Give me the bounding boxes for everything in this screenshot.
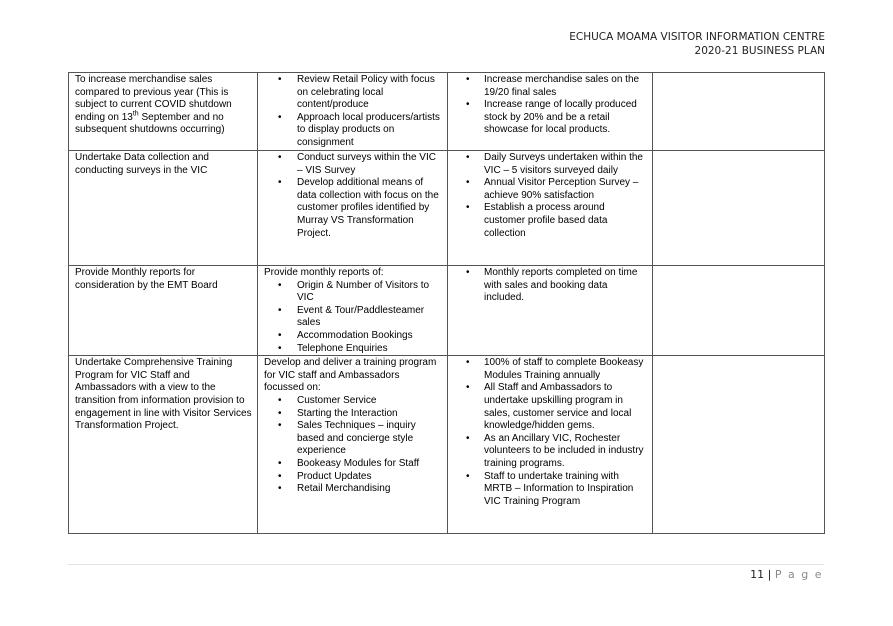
table-row (69, 73, 825, 151)
list-item: • Conduct surveys within the VIC – VIS Survey (297, 152, 442, 177)
list-item: • Review Retail Policy with focus on celebrating local content/produce (297, 74, 442, 112)
table-row (69, 266, 825, 356)
actions-cell (258, 73, 448, 151)
list-item: • Establish a process around customer profile based data collection (484, 202, 647, 240)
measures-list (454, 74, 647, 137)
header-org-name: ECHUCA MOAMA VISITOR INFORMATION CENTRE (569, 31, 825, 43)
objective-text: Undertake Data collection and conducting surveys in the VIC (75, 152, 209, 176)
page-word: P a g e (774, 568, 823, 581)
actions-list (264, 280, 442, 356)
business-plan-table (68, 72, 825, 534)
table-row (69, 356, 825, 534)
list-item: • Telephone Enquiries (297, 343, 442, 356)
measures-list (454, 152, 647, 240)
list-item: • Retail Merchandising (297, 483, 442, 496)
list-item: • Sales Techniques – inquiry based and concierge style experience (297, 420, 442, 458)
actions-list (264, 74, 442, 150)
list-item: • Event & Tour/Paddlesteamer sales (297, 305, 442, 330)
list-item: • Daily Surveys undertaken within the VIC – 5 visitors surveyed daily (484, 152, 647, 177)
actions-intro: Develop and deliver a training program for VIC staff and Ambassadors focussed on: (264, 357, 437, 394)
list-item: • Annual Visitor Perception Survey – achieve 90% satisfaction (484, 177, 647, 202)
measures-list (454, 357, 647, 508)
list-item: • All Staff and Ambassadors to undertake upskilling program in sales, customer service and local knowledge/hidden gems. (484, 382, 647, 432)
list-item: • 100% of staff to complete Bookeasy Modules Training annually (484, 357, 647, 382)
list-item: • Approach local producers/artists to display products on consignment (297, 112, 442, 150)
objective-cell (69, 266, 258, 356)
footer-divider (68, 564, 824, 565)
measures-list (454, 267, 647, 305)
page-footer (750, 568, 823, 581)
list-item: • Origin & Number of Visitors to VIC (297, 280, 442, 305)
objective-text: To increase merchandise sales compared to previous year (This is subject to current COVID shutdown ending on 13 (75, 74, 232, 123)
objective-cell (69, 73, 258, 151)
page-number: 11 (750, 568, 765, 581)
measures-cell (448, 266, 653, 356)
list-item: • Product Updates (297, 471, 442, 484)
objective-text-cont: September and no subsequent shutdowns occurring) (75, 111, 225, 136)
page-header (569, 30, 825, 58)
actions-list (264, 152, 442, 240)
empty-cell (653, 151, 825, 266)
actions-intro: Provide monthly reports of: (264, 267, 384, 278)
list-item: • Develop additional means of data collection with focus on the customer profiles identified by Murray VS Transformation Project. (297, 177, 442, 240)
actions-list (264, 395, 442, 496)
list-item: • Increase range of locally produced stock by 20% and be a retail showcase for local products. (484, 99, 647, 137)
table-row (69, 151, 825, 266)
objective-superscript: th (132, 110, 139, 118)
empty-cell (653, 266, 825, 356)
empty-cell (653, 356, 825, 534)
list-item: • Bookeasy Modules for Staff (297, 458, 442, 471)
list-item: • Staff to undertake training with MRTB – Information to Inspiration VIC Training Program (484, 471, 647, 509)
empty-cell (653, 73, 825, 151)
measures-cell (448, 73, 653, 151)
list-item: • Increase merchandise sales on the 19/20 final sales (484, 74, 647, 99)
actions-cell (258, 356, 448, 534)
objective-text: Provide Monthly reports for consideration by the EMT Board (75, 267, 218, 291)
objective-cell (69, 151, 258, 266)
header-doc-title: 2020-21 BUSINESS PLAN (694, 45, 825, 57)
actions-cell (258, 266, 448, 356)
objective-text: Undertake Comprehensive Training Program for VIC Staff and Ambassadors with a view to the transition from information provision to engagement in line with Visitor Services Transformation Project. (75, 357, 252, 432)
objective-cell (69, 356, 258, 534)
measures-cell (448, 151, 653, 266)
list-item: • As an Ancillary VIC, Rochester volunteers to be included in industry training programs. (484, 433, 647, 471)
footer-separator: | (767, 568, 772, 581)
list-item: • Customer Service (297, 395, 442, 408)
list-item: • Monthly reports completed on time with sales and booking data included. (484, 267, 647, 305)
actions-cell (258, 151, 448, 266)
measures-cell (448, 356, 653, 534)
list-item: • Starting the Interaction (297, 408, 442, 421)
list-item: • Accommodation Bookings (297, 330, 442, 343)
